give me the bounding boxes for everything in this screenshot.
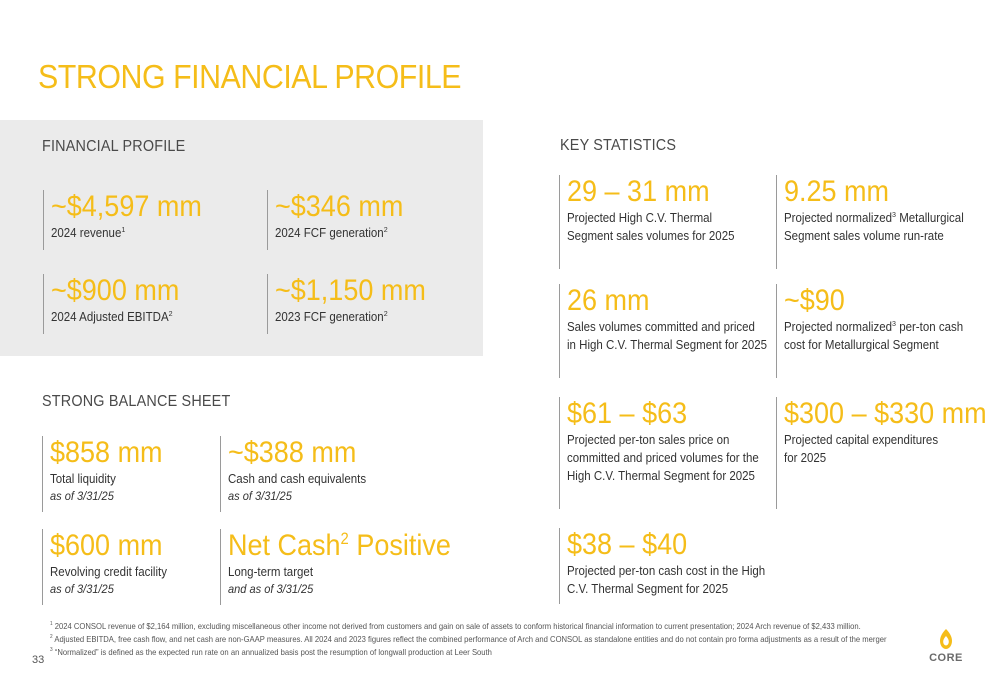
stat-label: Revolving credit facility xyxy=(50,565,167,579)
stat-capex: $300 – $330 mm Projected capital expenditures for 2025 xyxy=(776,397,1000,509)
stat-date: as of 3/31/25 xyxy=(50,582,114,596)
stat-value: ~$346 mm xyxy=(275,190,404,223)
footnote-ref: 1 xyxy=(121,224,126,234)
balance-sheet-heading: STRONG BALANCE SHEET xyxy=(42,393,231,410)
footnote-ref: 3 xyxy=(892,318,896,328)
stat-label: 2024 FCF generation xyxy=(275,226,384,240)
stat-label: Long-term target xyxy=(228,565,314,579)
stat-label: Cash and cash equivalents xyxy=(228,472,367,486)
stat-thermal-sales-price: $61 – $63 Projected per-ton sales price on committed and priced volumes for the High C.V. Thermal Segment for 2025 xyxy=(559,397,775,509)
stat-value: 9.25 mm xyxy=(784,175,890,208)
stat-value: ~$4,597 mm xyxy=(51,190,202,223)
stat-total-liquidity xyxy=(42,436,175,512)
stat-met-sales-volume: 9.25 mm Projected normalized$^3$ Metallurgical Segment sales volume run-rate xyxy=(776,175,979,269)
key-statistics-heading: KEY STATISTICS xyxy=(560,137,677,154)
stat-value: ~$388 mm xyxy=(228,436,357,469)
stat-value: Net Cash$^2$ Positive xyxy=(228,529,451,562)
footnote-ref: 3 xyxy=(892,209,896,219)
stat-date: and as of 3/31/25 xyxy=(228,582,314,596)
footnote-ref: 2 xyxy=(340,530,349,548)
stat-met-cash-cost: ~$90 Projected normalized$^3$ per-ton cash cost for Metallurgical Segment xyxy=(776,284,979,378)
stat-value: $38 – $40 xyxy=(567,528,688,561)
footnote-ref: 2 xyxy=(383,308,388,318)
footnote-1: $^1$ 2024 CONSOL revenue of $2,164 million, excluding miscellaneous other income not derived from customers and gain on sale of assets to conform historical financial information to current presentation; 2024 Arch revenue of $2,433 million. xyxy=(50,621,861,631)
core-logo-icon xyxy=(937,628,955,650)
stat-label: 2023 FCF generation xyxy=(275,310,384,324)
footnote-ref: 2 xyxy=(383,224,388,234)
stat-date: as of 3/31/25 xyxy=(50,489,114,503)
footnote-ref: 2 xyxy=(168,308,173,318)
stat-net-cash xyxy=(220,529,476,605)
stat-value: ~$90 xyxy=(784,284,845,317)
stat-value: ~$1,150 mm xyxy=(275,274,426,307)
stat-revolving-credit xyxy=(42,529,177,605)
financial-profile-heading: FINANCIAL PROFILE xyxy=(42,138,186,155)
stat-value: $61 – $63 xyxy=(567,397,688,430)
stat-2024-revenue xyxy=(43,190,219,250)
stat-thermal-sales-volume: 29 – 31 mm Projected High C.V. Thermal Segment sales volumes for 2025 xyxy=(559,175,749,269)
stat-value: 26 mm xyxy=(567,284,650,317)
stat-thermal-cash-cost: $38 – $40 Projected per-ton cash cost in the High C.V. Thermal Segment for 2025 xyxy=(559,528,782,604)
footnotes xyxy=(50,620,980,659)
footnote-3: $^3$ “Normalized” is defined as the expected run rate on an annualized basis post the resumption of longwall production at Leer South xyxy=(50,647,492,657)
stat-value: 29 – 31 mm xyxy=(567,175,710,208)
stat-2024-ebitda xyxy=(43,274,194,334)
stat-label: 2024 Adjusted EBITDA xyxy=(51,310,169,324)
stat-label: 2024 revenue xyxy=(51,226,122,240)
stat-2024-fcf xyxy=(267,190,418,250)
stat-value: $600 mm xyxy=(50,529,163,562)
page-title: STRONG FINANCIAL PROFILE xyxy=(38,58,462,95)
stat-value: ~$900 mm xyxy=(51,274,180,307)
page-number: 33 xyxy=(32,654,45,666)
stat-2023-fcf xyxy=(267,274,443,334)
stat-value: $300 – $330 mm xyxy=(784,397,987,430)
footnote-2: $^2$ Adjusted EBITDA, free cash flow, and net cash are non-GAAP measures. All 2024 and 2023 figures reflect the combined performance of Arch and CONSOL as standalone entities and do not contain pro forma adjustments as a result of the merger xyxy=(50,634,887,644)
logo-wordmark: CORE xyxy=(929,652,963,664)
stat-value: $858 mm xyxy=(50,436,163,469)
core-logo xyxy=(926,628,966,664)
stat-committed-volumes: 26 mm Sales volumes committed and priced in High C.V. Thermal Segment for 2025 xyxy=(559,284,784,378)
stat-date: as of 3/31/25 xyxy=(228,489,292,503)
stat-cash xyxy=(220,436,378,512)
stat-label: Total liquidity xyxy=(50,472,116,486)
